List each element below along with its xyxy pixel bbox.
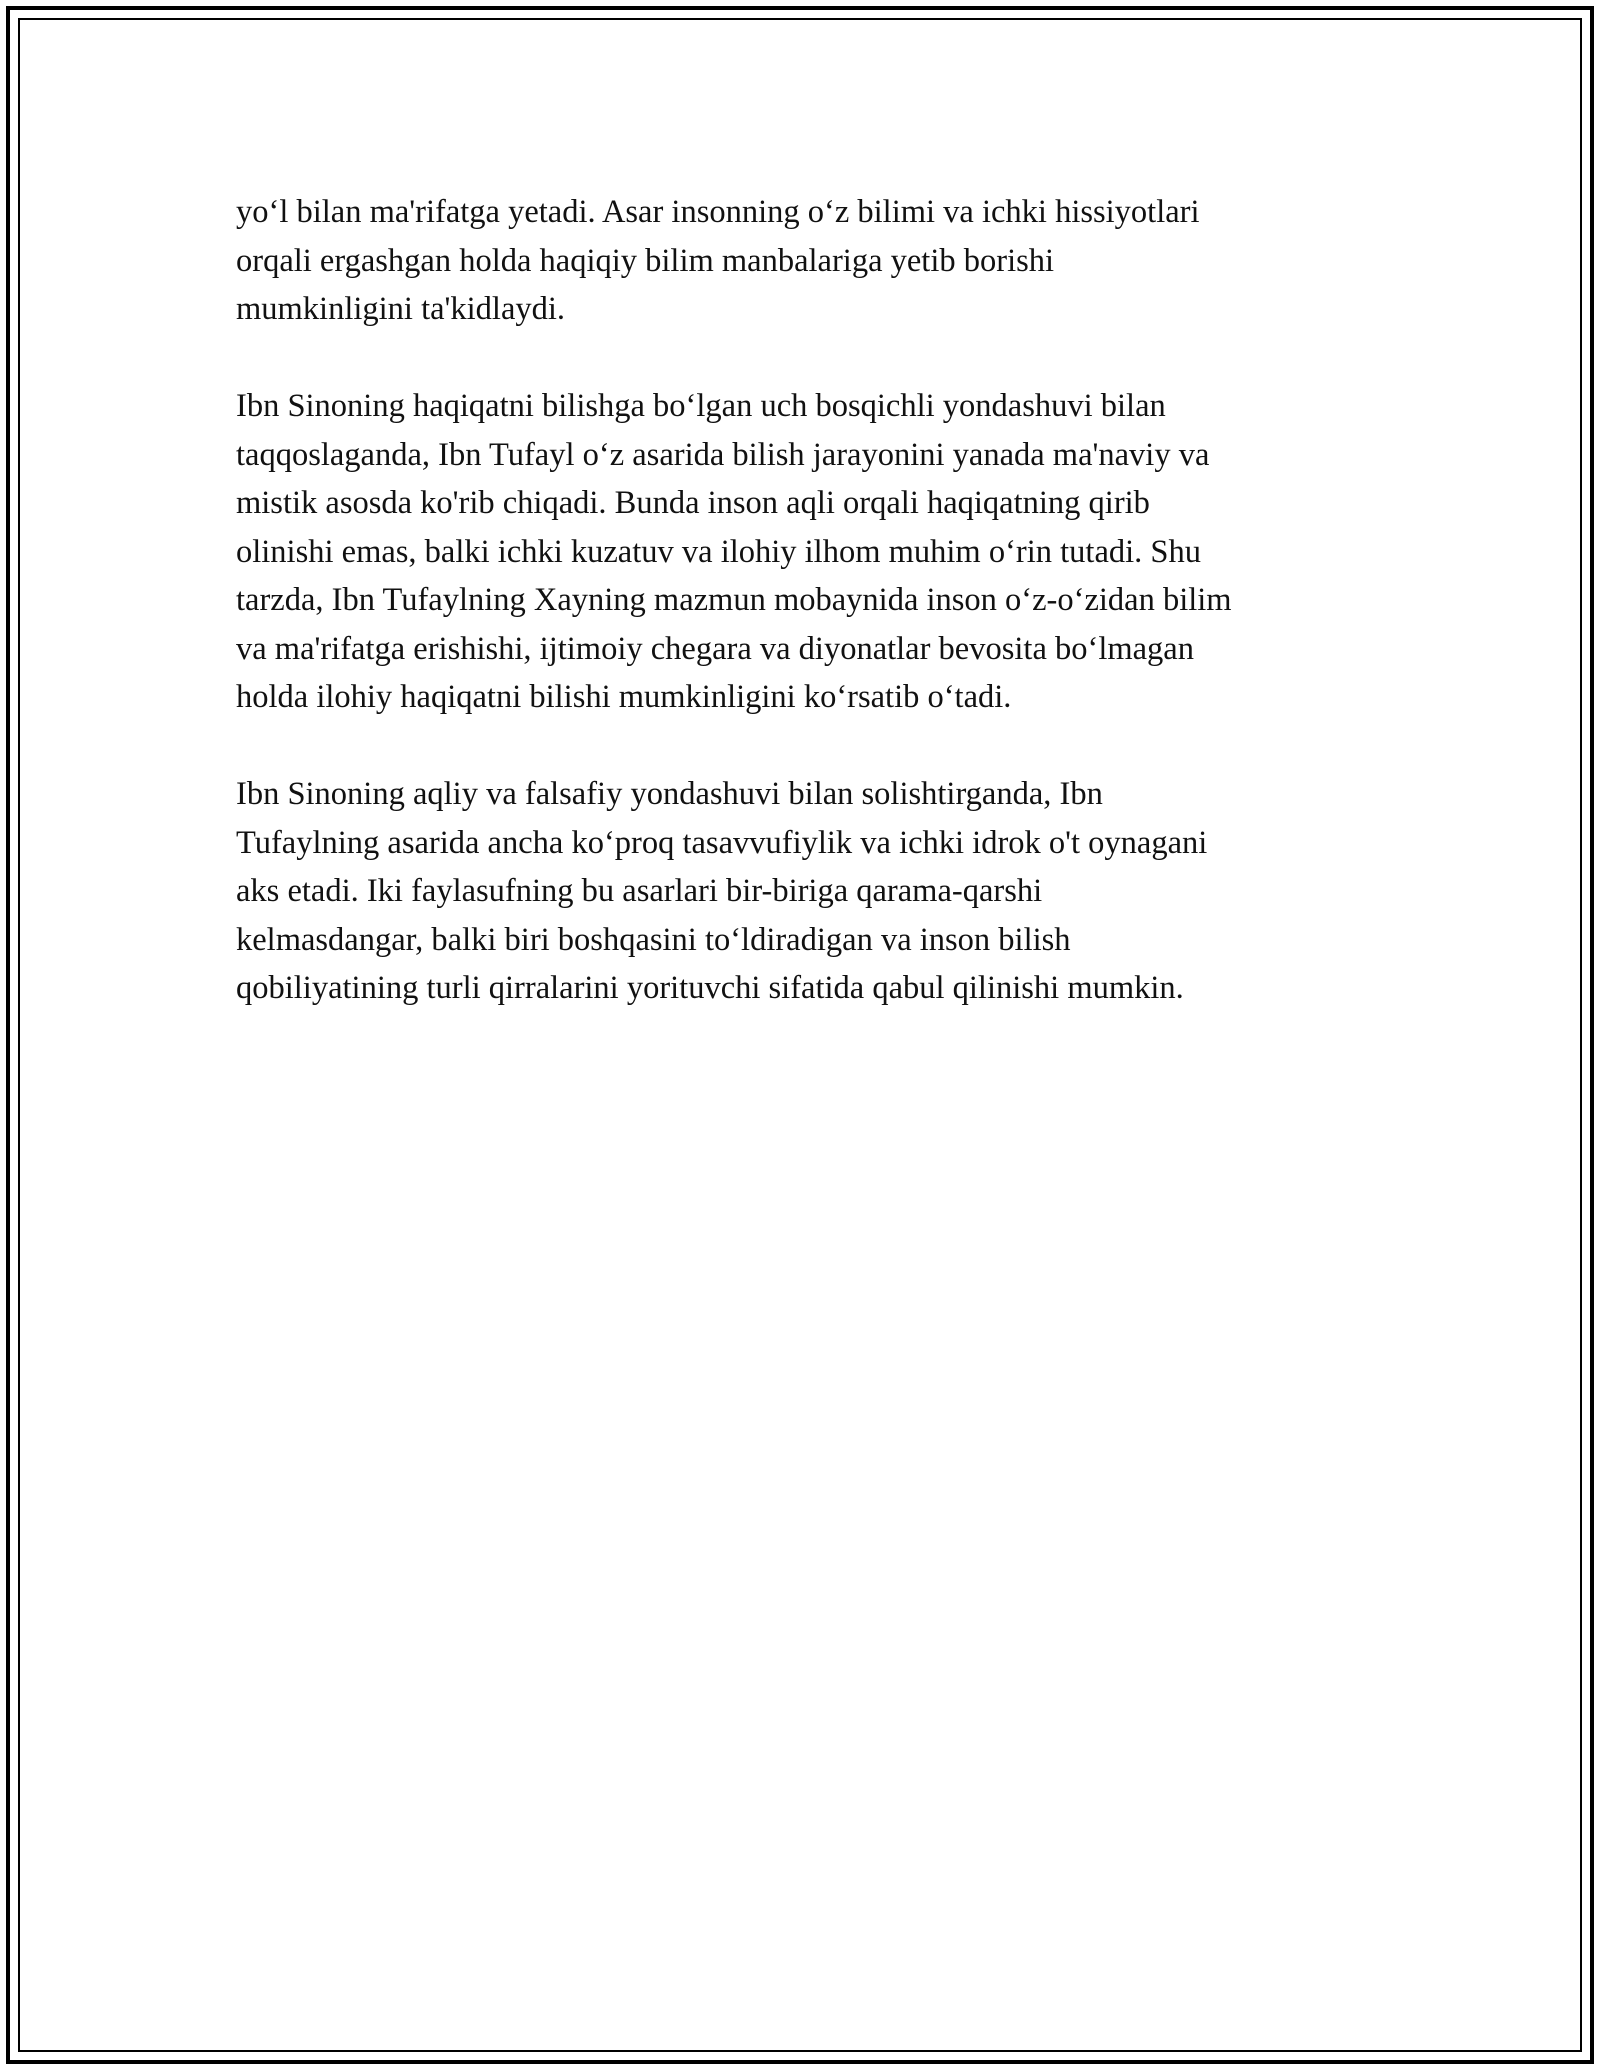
- text-line: tarzda, Ibn Tufaylning Xayning mazmun mobaynida inson o‘z-o‘zidan bilim: [236, 582, 1232, 618]
- text-line: Tufaylning asarida ancha ko‘proq tasavvufiylik va ichki idrok o't oynagani: [236, 824, 1208, 861]
- text-line: holda ilohiy haqiqatni bilishi mumkinligini ko‘rsatib o‘tadi.: [236, 679, 1012, 715]
- paragraph-2: [236, 382, 1386, 722]
- text-line: qobiliyatining turli qirralarini yorituvchi sifatida qabul qilinishi mumkin.: [236, 970, 1184, 1006]
- text-line: taqqoslaganda, Ibn Tufayl o‘z asarida bilish jarayonini yanada ma'naviy va: [236, 436, 1210, 473]
- paragraph-3: [236, 770, 1386, 1013]
- text-line: mistik asosda ko'rib chiqadi. Bunda inson aqli orqali haqiqatning qirib: [236, 485, 1150, 521]
- text-line: aks etadi. Iki faylasufning bu asarlari bir-biriga qarama-qarshi: [236, 873, 1043, 909]
- text-line: kelmasdangar, balki biri boshqasini to‘ldiradigan va inson bilish: [236, 921, 1071, 958]
- text-line: yo‘l bilan ma'rifatga yetadi. Asar insonning o‘z bilimi va ichki hissiyotlari: [236, 194, 1200, 230]
- text-line: orqali ergashgan holda haqiqiy bilim manbalariga yetib borishi: [236, 242, 1055, 279]
- text-line: va ma'rifatga erishishi, ijtimoiy chegara va diyonatlar bevosita bo‘lmagan: [236, 630, 1194, 667]
- paragraph-1: [236, 188, 1386, 334]
- text-line: olinishi emas, balki ichki kuzatuv va ilohiy ilhom muhim o‘rin tutadi. Shu: [236, 533, 1201, 570]
- text-line: Ibn Sinoning haqiqatni bilishga bo‘lgan uch bosqichli yondashuvi bilan: [236, 388, 1166, 424]
- text-line: Ibn Sinoning aqliy va falsafiy yondashuvi bilan solishtirganda, Ibn: [236, 776, 1103, 812]
- document-body: [236, 188, 1386, 1061]
- text-line: mumkinligini ta'kidlaydi.: [236, 291, 566, 327]
